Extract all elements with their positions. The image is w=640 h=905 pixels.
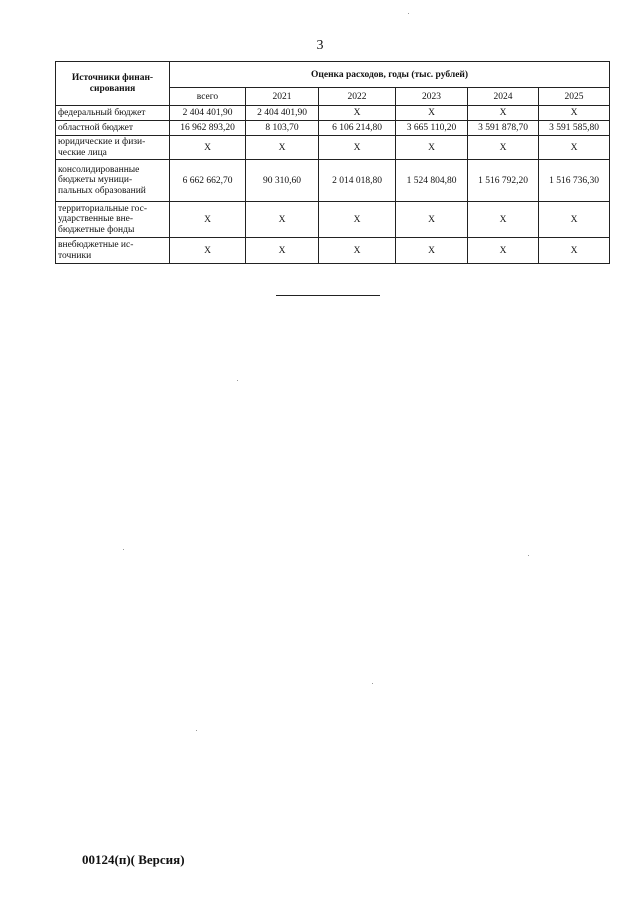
table-row (56, 136, 610, 160)
value-cell: 1 524 804,80 (396, 160, 468, 202)
value-cell: Х (396, 136, 468, 160)
value-cell: 3 591 585,80 (539, 121, 610, 136)
page-number: 3 (316, 38, 324, 53)
source-cell (56, 106, 170, 121)
value-cell: 6 662 662,70 (170, 160, 246, 202)
divider-line (276, 295, 380, 296)
value-cell: Х (468, 202, 539, 238)
year-header-cell: 2021 (246, 88, 319, 106)
year-header-cell: 2023 (396, 88, 468, 106)
value-cell: Х (319, 106, 396, 121)
source-cell (56, 136, 170, 160)
value-cell: Х (539, 238, 610, 264)
value-cell: Х (170, 202, 246, 238)
value-cell: Х (319, 136, 396, 160)
document-version-footer: 00124(п)( Версия) (82, 852, 185, 867)
source-cell (56, 160, 170, 202)
source-line: бюджетные фонды (58, 224, 135, 235)
value-cell: 3 591 878,70 (468, 121, 539, 136)
value-cell: Х (319, 202, 396, 238)
value-cell: Х (396, 202, 468, 238)
source-line: консолидированные (58, 164, 140, 175)
header-financing-sources: Источники финан- сирования (56, 62, 170, 106)
year-header-cell: 2022 (319, 88, 396, 106)
table-row (56, 121, 610, 136)
source-cell (56, 202, 170, 238)
source-line: пальных образований (58, 185, 146, 196)
header-expense-estimate: Оценка расходов, годы (тыс. рублей) (170, 62, 610, 88)
value-cell: 1 516 792,20 (468, 160, 539, 202)
value-cell: 90 310,60 (246, 160, 319, 202)
value-cell: 8 103,70 (246, 121, 319, 136)
value-cell: Х (246, 202, 319, 238)
source-cell (56, 238, 170, 264)
source-line: бюджеты муници- (58, 175, 133, 186)
year-header-cell: всего (170, 88, 246, 106)
value-cell: 1 516 736,30 (539, 160, 610, 202)
value-cell: Х (170, 136, 246, 160)
value-cell: Х (246, 136, 319, 160)
value-cell: Х (319, 238, 396, 264)
value-cell: Х (246, 238, 319, 264)
value-cell: Х (468, 238, 539, 264)
source-line: ударственные вне- (58, 214, 134, 225)
value-cell: Х (396, 106, 468, 121)
value-cell: Х (468, 106, 539, 121)
value-cell: 6 106 214,80 (319, 121, 396, 136)
value-cell: 3 665 110,20 (396, 121, 468, 136)
table-row (56, 106, 610, 121)
source-line: внебюджетные ис- (58, 240, 134, 250)
table-body (56, 106, 610, 264)
year-header-cell: 2025 (539, 88, 610, 106)
scan-speck (123, 549, 124, 550)
value-cell: Х (539, 202, 610, 238)
source-line: территориальные гос- (58, 203, 148, 214)
scan-speck (408, 13, 409, 14)
source-line: юридические и физи- (58, 137, 146, 147)
value-cell: Х (396, 238, 468, 264)
value-cell: Х (539, 136, 610, 160)
value-cell: Х (170, 238, 246, 264)
scan-speck (528, 555, 529, 556)
source-line: точники (58, 250, 92, 261)
value-cell: 2 014 018,80 (319, 160, 396, 202)
financing-table (55, 61, 610, 264)
year-header-cell: 2024 (468, 88, 539, 106)
source-line: областной бюджет (58, 122, 134, 133)
value-cell: Х (468, 136, 539, 160)
scan-speck (196, 730, 197, 731)
value-cell: 2 404 401,90 (246, 106, 319, 121)
value-cell: 16 962 893,20 (170, 121, 246, 136)
source-line: федеральный бюджет (58, 107, 146, 118)
source-line: ческие лица (58, 147, 107, 158)
table-row (56, 238, 610, 264)
source-cell (56, 121, 170, 136)
table-row (56, 202, 610, 238)
scan-speck (372, 683, 373, 684)
scan-speck (237, 380, 238, 381)
table-row (56, 160, 610, 202)
value-cell: Х (539, 106, 610, 121)
value-cell: 2 404 401,90 (170, 106, 246, 121)
